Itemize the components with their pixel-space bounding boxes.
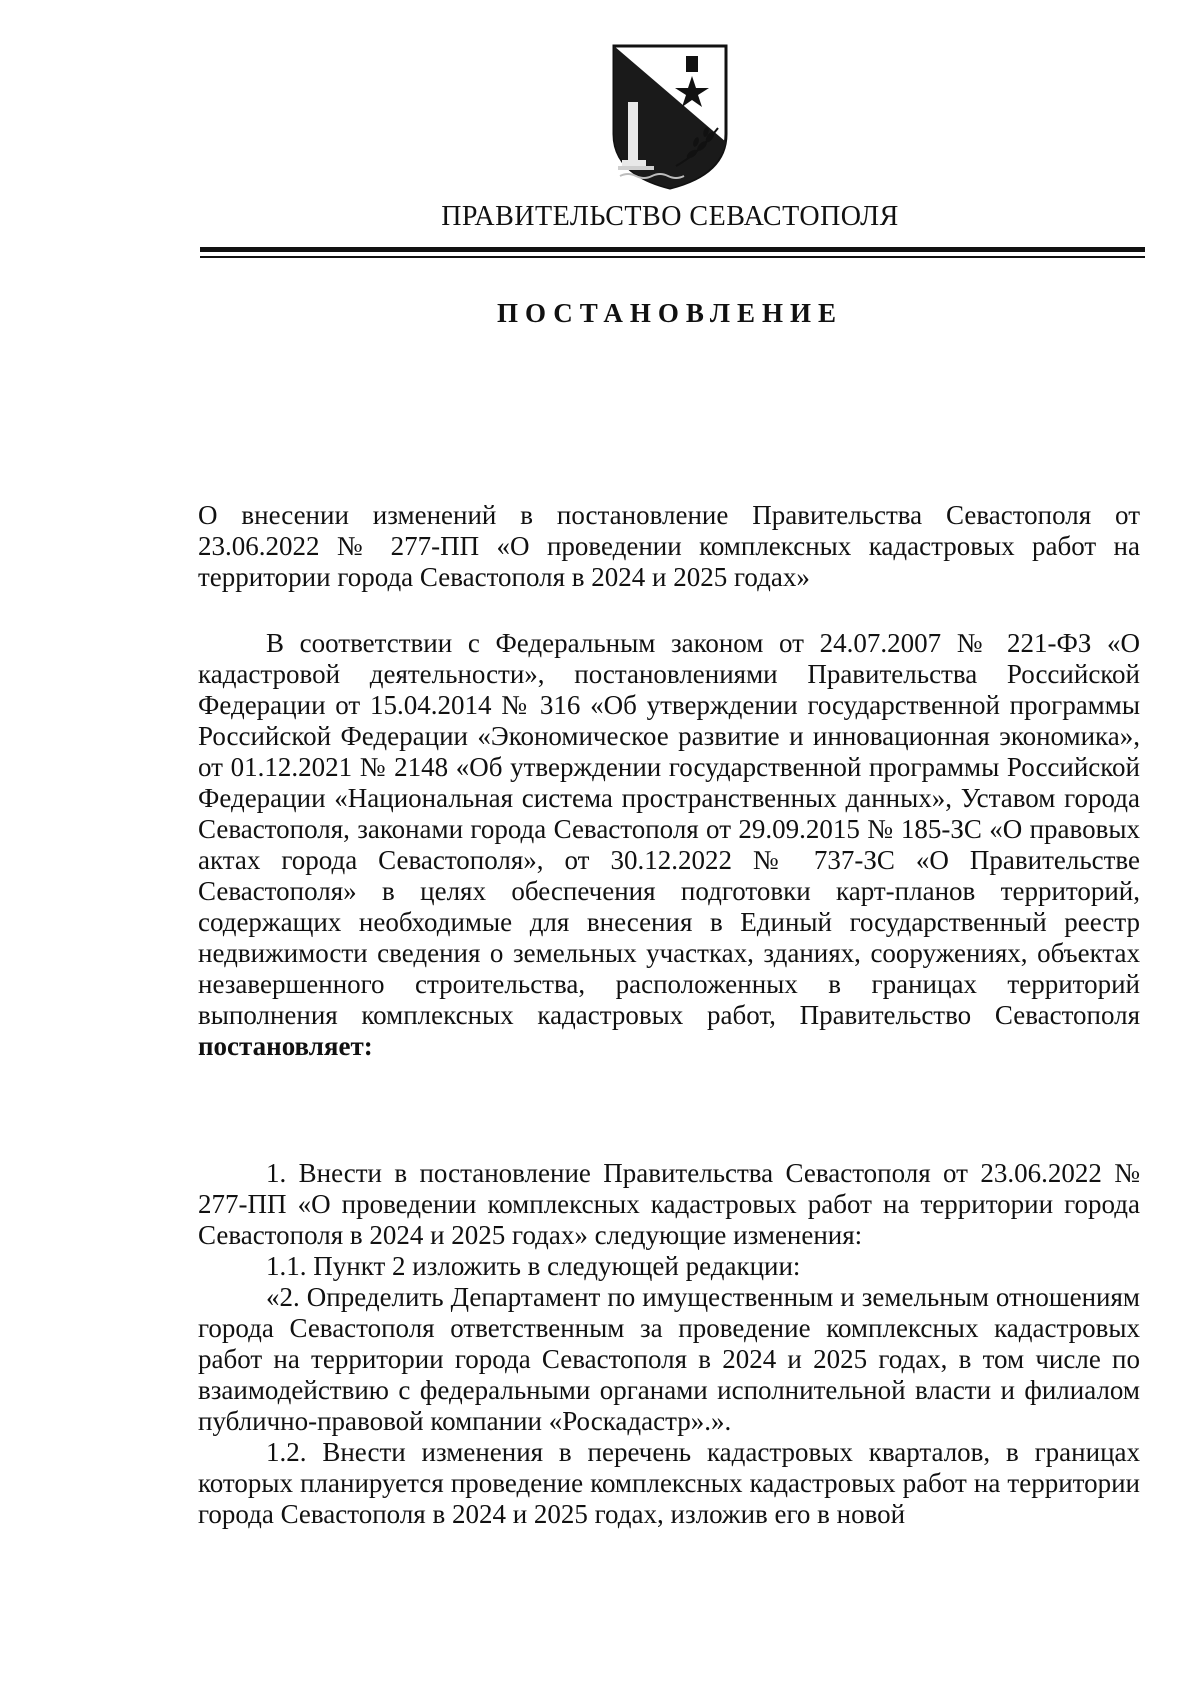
header-divider-thin bbox=[200, 256, 1145, 258]
document-type-heading: ПОСТАНОВЛЕНИЕ bbox=[496, 298, 844, 328]
organization-name: ПРАВИТЕЛЬСТВО СЕВАСТОПОЛЯ bbox=[441, 201, 899, 232]
clause-1-2: 1.2. Внести изменения в перечень кадастровых кварталов, в границах которых планируется проведение комплексных кадастровых работ на территории города Севастополя в 2024 и 2025 годах, изложив его в новой bbox=[198, 1437, 1140, 1529]
clauses bbox=[198, 1158, 1140, 1530]
clause-1-1: 1.1. Пункт 2 изложить в следующей редакции: bbox=[266, 1251, 801, 1281]
preamble-paragraph bbox=[198, 628, 1140, 1062]
document-title-text: О внесении изменений в постановление Правительства Севастополя от 23.06.2022 № 277-ПП «О проведении комплексных кадастровых работ на территории города Севастополя в 2024 и 2025 годах» bbox=[198, 500, 1140, 592]
header-divider-thick bbox=[200, 247, 1145, 252]
clause-1-1-text: «2. Определить Департамент по имущественным и земельным отношениям города Севастополя ответственным за проведение комплексных кадастровых работ на территории города Севастополя в 2024 и 2025 годах, в том числе по взаимодействию с федеральными органами исполнительной власти и филиалом публично-правовой компании «Роскадастр».». bbox=[198, 1282, 1140, 1436]
document-title bbox=[198, 500, 1140, 593]
resolves-word: постановляет: bbox=[198, 1031, 373, 1061]
sevastopol-coat-of-arms-icon bbox=[606, 42, 734, 192]
preamble bbox=[198, 628, 1140, 1062]
clause-1: 1. Внести в постановление Правительства Севастополя от 23.06.2022 № 277-ПП «О проведении комплексных кадастровых работ на территории города Севастополя в 2024 и 2025 годах» следующие изменения: bbox=[198, 1158, 1140, 1250]
preamble-text: В соответствии с Федеральным законом от 24.07.2007 № 221-ФЗ «О кадастровой деятельности», постановлениями Правительства Российской Федерации от 15.04.2014 № 316 «Об утверждении государственной программы Российской Федерации «Экономическое развитие и инновационная экономика», от 01.12.2021 № 2148 «Об утверждении государственной программы Российской Федерации «Национальная система пространственных данных», Уставом города Севастополя, законами города Севастополя от 29.09.2015 № 185-ЗС «О правовых актах города Севастополя», от 30.12.2022 № 737-ЗС «О Правительстве Севастополя» в целях обеспечения подготовки карт-планов территорий, содержащих необходимые для внесения в Единый государственный реестр недвижимости сведения о земельных участках, зданиях, сооружениях, объектах незавершенного строительства, расположенных в границах территорий выполнения комплексных кадастровых работ, Правительство Севастополя bbox=[198, 628, 1140, 1030]
